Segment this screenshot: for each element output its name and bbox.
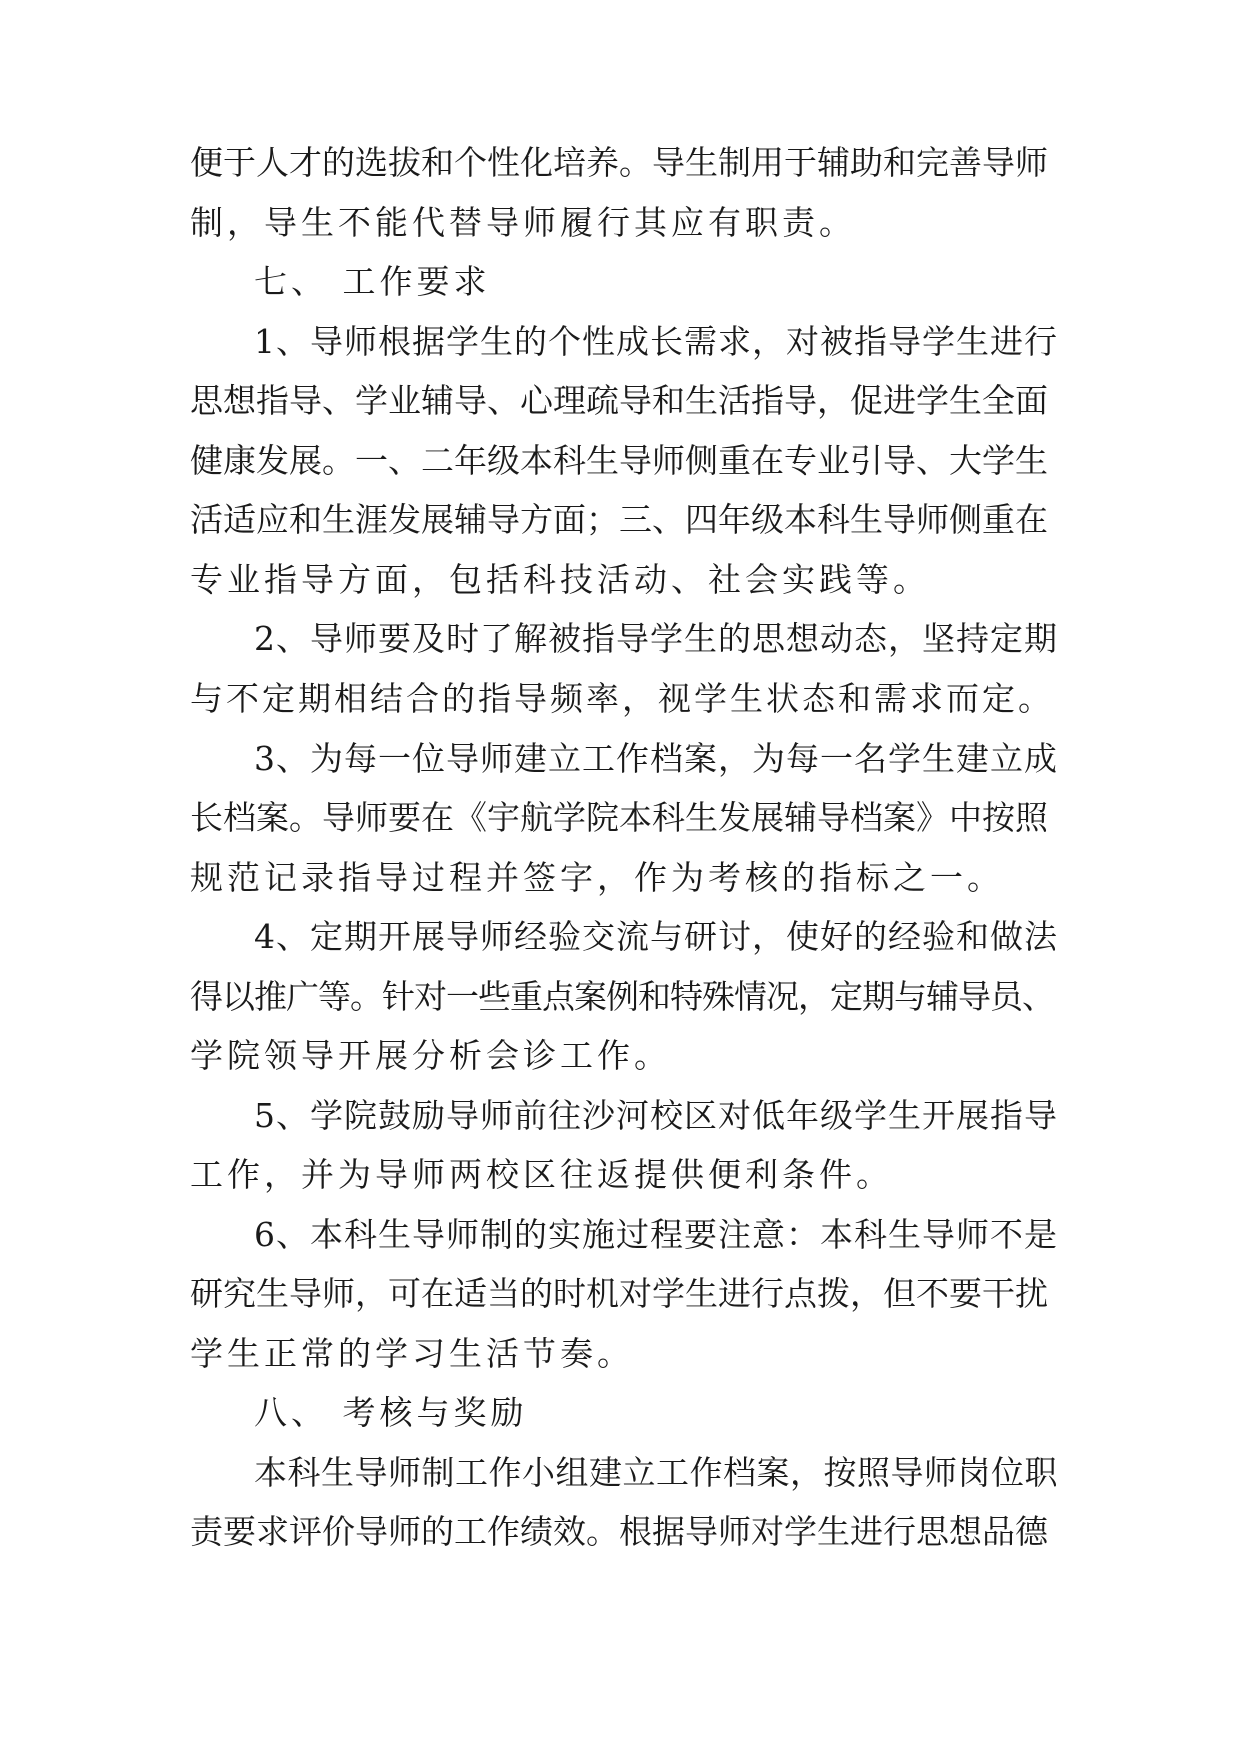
text-line: 专业指导方面，包括科技活动、社会实践等。 [190,560,930,599]
text-line: 制，导生不能代替导师履行其应有职责。 [190,203,856,242]
section-heading: 七、 工作要求 [254,262,491,301]
text-line: 研究生导师，可在适当的时机对学生进行点拨，但不要干扰 [190,1274,1048,1313]
text-line: 工作，并为导师两校区往返提供便利条件。 [190,1155,893,1194]
text-line: 责要求评价导师的工作绩效。根据导师对学生进行思想品德 [190,1512,1048,1551]
text-line: 本科生导师制工作小组建立工作档案，按照导师岗位职 [254,1453,1058,1492]
text-line: 得以推广等。针对一些重点案例和特殊情况，定期与辅导员、 [190,977,1054,1016]
text-line: 学院领导开展分析会诊工作。 [190,1036,671,1075]
text-line: 与不定期相结合的指导频率，视学生状态和需求而定。 [190,679,1054,718]
text-line: 思想指导、学业辅导、心理疏导和生活指导，促进学生全面 [190,381,1048,420]
text-line: 学生正常的学习生活节奏。 [190,1334,634,1373]
text-line: 活适应和生涯发展辅导方面；三、四年级本科生导师侧重在 [190,500,1048,539]
text-line: 3、为每一位导师建立工作档案，为每一名学生建立成 [254,739,1058,778]
section-heading: 八、 考核与奖励 [254,1393,528,1432]
text-line: 4、定期开展导师经验交流与研讨，使好的经验和做法 [254,917,1058,956]
text-line: 便于人才的选拔和个性化培养。导生制用于辅助和完善导师 [190,143,1048,182]
text-line: 6、本科生导师制的实施过程要注意：本科生导师不是 [254,1215,1058,1254]
text-line: 健康发展。一、二年级本科生导师侧重在专业引导、大学生 [190,441,1048,480]
text-line: 规范记录指导过程并签字，作为考核的指标之一。 [190,858,1004,897]
text-line: 2、导师要及时了解被指导学生的思想动态，坚持定期 [254,619,1058,658]
text-line: 1、导师根据学生的个性成长需求，对被指导学生进行 [254,322,1058,361]
text-line: 5、学院鼓励导师前往沙河校区对低年级学生开展指导 [254,1096,1058,1135]
text-line: 长档案。导师要在《宇航学院本科生发展辅导档案》中按照 [190,798,1048,837]
